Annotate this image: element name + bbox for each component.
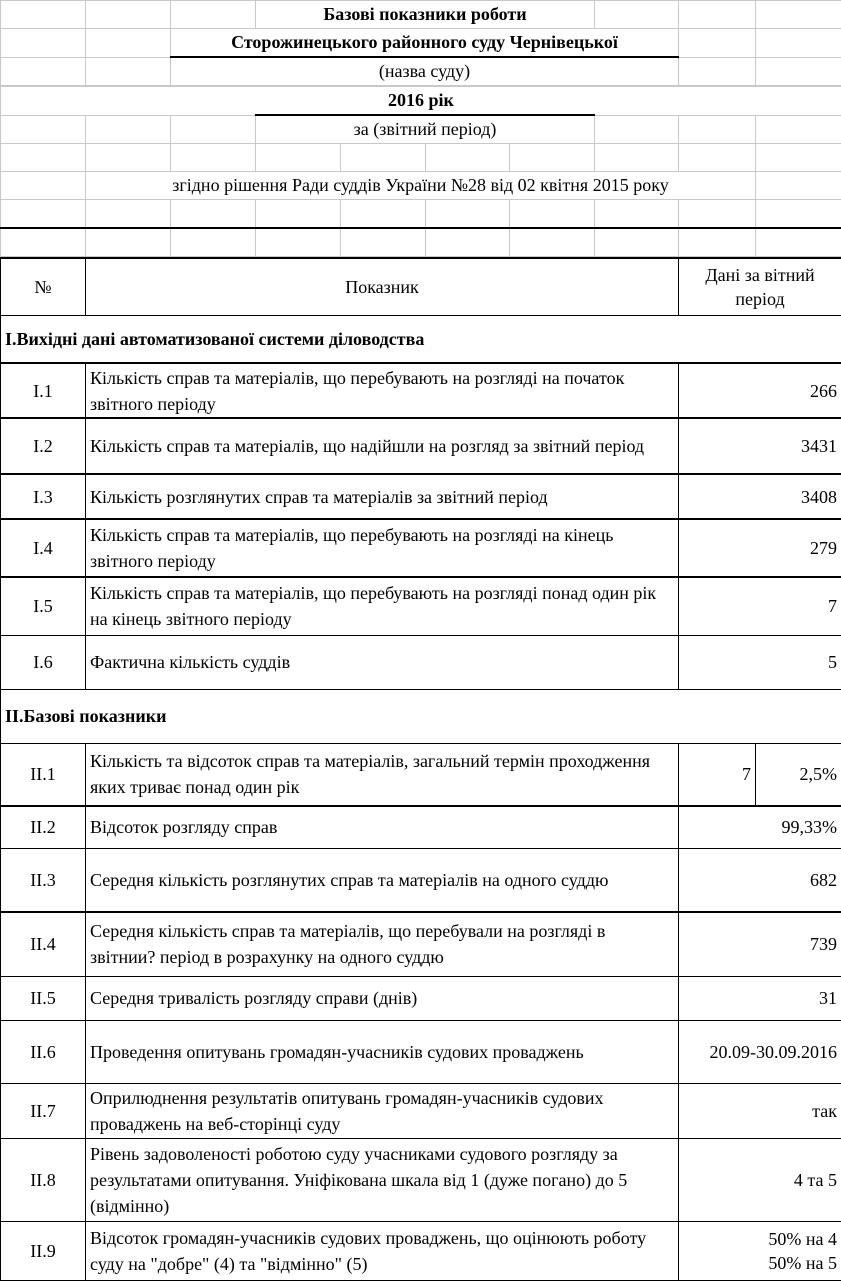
table-header-row <box>1 258 841 315</box>
row-value: 31 <box>679 976 841 1020</box>
basis-text: згідно рішення Ради суддів України №28 від 02 квітня 2015 року <box>86 172 756 200</box>
table-row <box>1 848 841 912</box>
table-row <box>1 1083 841 1138</box>
col-indicator-header: Показник <box>86 258 679 315</box>
row-label: Кількість розглянутих справ та матеріалів за звітний період <box>86 474 679 519</box>
court-caption: (назва суду) <box>171 57 679 86</box>
row-number: ІІ.1 <box>1 743 86 806</box>
row-label: Рівень задоволеності роботою суду учасниками судового розгляду за результатами опитування. Уніфікована шкала від 1 (дуже погано) до 5 (відмінно) <box>86 1138 679 1221</box>
section-2-heading: ІІ.Базові показники <box>1 689 841 743</box>
table-row <box>1 912 841 976</box>
table-row <box>1 519 841 577</box>
row-label: Фактична кількість суддів <box>86 635 679 689</box>
table-row <box>1 1221 841 1280</box>
row-label: Середня кількість справ та матеріалів, що перебували на розгляді в звітнии? період в розрахунку на одного суддю <box>86 912 679 976</box>
row-value: 682 <box>679 848 841 912</box>
title-line2: Сторожинецького районного суду Чернівецької <box>171 29 679 58</box>
row-value: так <box>679 1083 841 1138</box>
table-row <box>1 743 841 806</box>
row-number: ІІ.2 <box>1 806 86 848</box>
row-number: ІІ.6 <box>1 1020 86 1083</box>
row-value: 5 <box>679 635 841 689</box>
document-header <box>0 0 841 257</box>
title-line1: Базові показники роботи <box>256 1 595 29</box>
row-value: 3408 <box>679 474 841 519</box>
row-number: І.5 <box>1 577 86 635</box>
value-line-2: 50% на 5 <box>683 1251 837 1275</box>
row-number: І.6 <box>1 635 86 689</box>
table-row <box>1 474 841 519</box>
row-value: 7 <box>679 577 841 635</box>
table-row <box>1 418 841 474</box>
row-value <box>679 1221 841 1280</box>
row-number: ІІ.5 <box>1 976 86 1020</box>
table-row <box>1 635 841 689</box>
col-value-header: Дані за вітний період <box>679 258 841 315</box>
period-caption: за (звітний період) <box>256 115 595 144</box>
table-row <box>1 806 841 848</box>
row-value: 739 <box>679 912 841 976</box>
row-number: ІІ.4 <box>1 912 86 976</box>
row-label: Середня кількість розглянутих справ та матеріалів на одного суддю <box>86 848 679 912</box>
row-value: 266 <box>679 363 841 418</box>
row-count: 7 <box>679 743 756 806</box>
table-row <box>1 577 841 635</box>
row-label: Кількість та відсоток справ та матеріалів, загальний термін проходження яких триває понад один рік <box>86 743 679 806</box>
row-value: 4 та 5 <box>679 1138 841 1221</box>
row-number: І.3 <box>1 474 86 519</box>
row-label: Відсоток розгляду справ <box>86 806 679 848</box>
row-number: І.1 <box>1 363 86 418</box>
row-label: Кількість справ та матеріалів, що перебувають на розгляді понад один рік на кінець звітного періоду <box>86 577 679 635</box>
row-number: ІІ.7 <box>1 1083 86 1138</box>
row-number: ІІ.9 <box>1 1221 86 1280</box>
table-row <box>1 1138 841 1221</box>
row-value: 3431 <box>679 418 841 474</box>
row-label: Кількість справ та матеріалів, що перебувають на розгляді на кінець звітного періоду <box>86 519 679 577</box>
row-value: 20.09-30.09.2016 <box>679 1020 841 1083</box>
row-number: І.2 <box>1 418 86 474</box>
value-line-1: 50% на 4 <box>683 1227 837 1251</box>
year: 2016 рік <box>1 86 841 115</box>
row-number: ІІ.8 <box>1 1138 86 1221</box>
table-row <box>1 363 841 418</box>
row-label: Відсоток громадян-учасників судових проваджень, що оцінюють роботу суду на "добре" (4) та "відмінно" (5) <box>86 1221 679 1280</box>
row-value: 99,33% <box>679 806 841 848</box>
row-number: ІІ.3 <box>1 848 86 912</box>
section-1-heading: І.Вихідні дані автоматизованої системи діловодства <box>1 315 841 363</box>
indicators-table <box>0 257 841 1281</box>
col-num-header: № <box>1 258 86 315</box>
row-label: Середня тривалість розгляду справи (днів) <box>86 976 679 1020</box>
row-number: І.4 <box>1 519 86 577</box>
row-percent: 2,5% <box>756 743 841 806</box>
row-label: Проведення опитувань громадян-учасників судових проваджень <box>86 1020 679 1083</box>
table-row <box>1 1020 841 1083</box>
table-row <box>1 976 841 1020</box>
row-label: Кількість справ та матеріалів, що перебувають на розгляді на початок звітного періоду <box>86 363 679 418</box>
row-label: Оприлюднення результатів опитувань громадян-учасників судових проваджень на веб-сторінці суду <box>86 1083 679 1138</box>
row-label: Кількість справ та матеріалів, що надійшли на розгляд за звітний період <box>86 418 679 474</box>
row-value: 279 <box>679 519 841 577</box>
